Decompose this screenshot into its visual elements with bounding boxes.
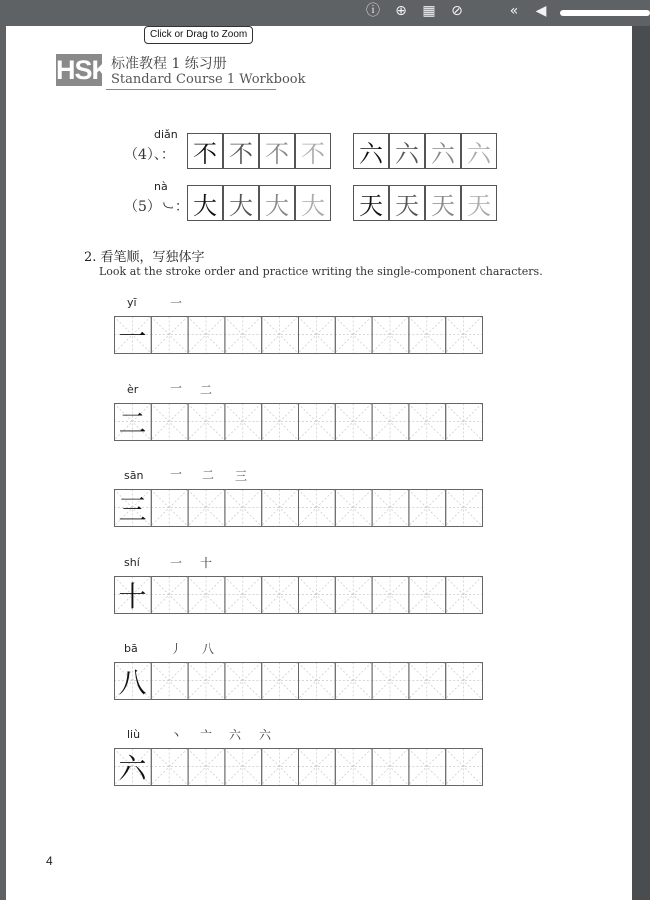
practice-char: 不 [259,133,295,169]
section-subtitle: Look at the stroke order and practice writing the single-component characters. [99,265,543,278]
practice-char: 天 [353,185,389,221]
rewind-icon[interactable]: « [509,3,519,19]
practice-label: （4）、： [124,147,175,163]
page-number: 4 [46,854,53,868]
page-edge [632,26,650,900]
writing-grid[interactable] [114,403,482,440]
practice-char: 六 [425,133,461,169]
stroke-step: 一 [170,556,183,570]
practice-char: 大 [223,185,259,221]
char-pinyin: bā [124,642,138,655]
practice-char: 天 [425,185,461,221]
char-pinyin: sān [124,469,144,482]
model-character: 二 [118,406,147,440]
viewer-toolbar [0,0,650,26]
practice-char: 大 [259,185,295,221]
zoom-icon[interactable]: ⊘ [451,3,463,19]
writing-grid[interactable] [114,748,482,785]
grid-lines [114,662,483,700]
stroke-step: 二 [202,468,215,482]
stroke-step: 亠 [200,728,213,742]
practice-char: 大 [187,185,223,221]
stroke-step: 十 [200,556,213,570]
practice-char: 天 [389,185,425,221]
grid-lines [114,403,483,441]
stroke-step: 八 [202,642,215,656]
practice-char: 六 [389,133,425,169]
char-pinyin: èr [127,383,139,396]
model-character: 三 [118,492,147,526]
writing-grid[interactable] [114,576,482,613]
download-icon[interactable]: ⊕ [395,3,407,19]
grid-icon[interactable]: ▦ [422,3,436,19]
practice-label: （5）㇃： [124,199,189,215]
stroke-step: 三 [235,469,248,483]
char-pinyin: liù [127,728,141,741]
model-character: 八 [118,665,147,699]
practice-char: 大 [295,185,331,221]
stroke-step: 丿 [170,642,183,656]
prev-icon[interactable]: ◀ [535,3,547,19]
stroke-step: 一 [170,381,183,395]
model-character: 六 [118,751,147,785]
info-icon[interactable]: ⓘ [366,3,380,19]
hsk-logo: HSK [56,55,111,85]
zoom-button[interactable]: Click or Drag to Zoom [144,26,253,44]
page-slider[interactable] [560,10,650,16]
char-pinyin: yī [127,296,137,309]
section-title: 2. 看笔顺，写独体字 [84,250,205,265]
writing-grid[interactable] [114,316,482,353]
header-title-en: Standard Course 1 Workbook [111,72,306,87]
practice-pinyin: nà [154,180,168,193]
stroke-step: 六 [259,728,272,742]
writing-grid[interactable] [114,489,482,526]
practice-pinyin: diǎn [154,128,178,141]
practice-char: 六 [353,133,389,169]
stroke-step: 二 [200,383,213,397]
practice-char: 不 [295,133,331,169]
grid-lines [114,489,483,527]
header-divider [106,89,276,90]
grid-lines [114,316,483,354]
practice-char: 不 [223,133,259,169]
char-pinyin: shí [124,556,140,569]
header-title-cn: 标准教程 1 练习册 [111,56,227,72]
stroke-step: 一 [170,296,183,310]
model-character: 十 [118,579,147,613]
writing-grid[interactable] [114,662,482,699]
grid-lines [114,576,483,614]
stroke-step: 丶 [170,728,183,742]
practice-char: 六 [461,133,497,169]
practice-char: 不 [187,133,223,169]
stroke-step: 六 [229,728,242,742]
model-character: 一 [118,319,147,353]
practice-char: 天 [461,185,497,221]
grid-lines [114,748,483,786]
stroke-step: 一 [170,467,183,481]
